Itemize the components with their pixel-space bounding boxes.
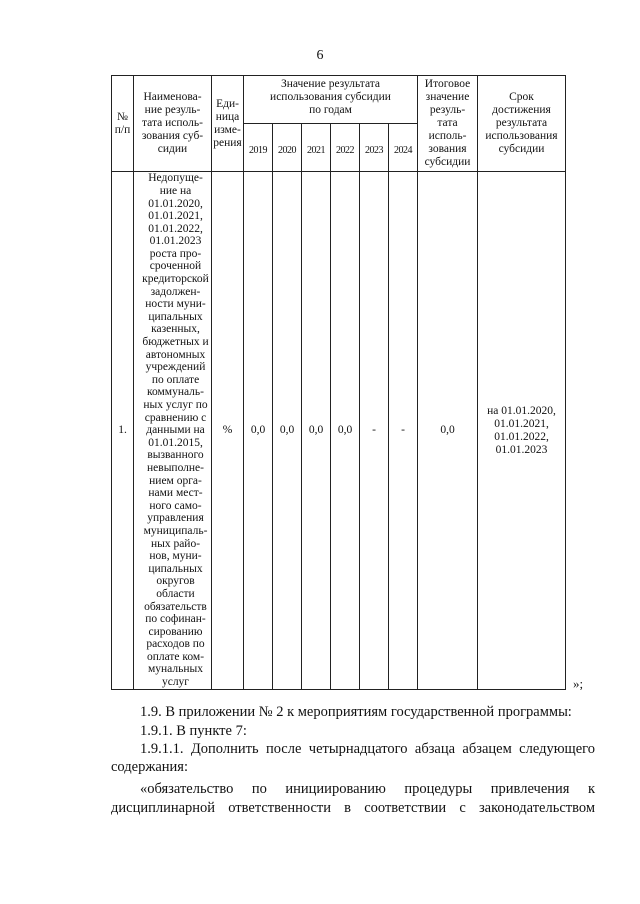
page-number: 6 <box>316 48 324 63</box>
row-unit: % <box>212 172 244 690</box>
row-value-2019: 0,0 <box>244 172 273 690</box>
year-2022: 2022 <box>331 124 360 172</box>
header-total: Итоговое значение резуль- тата исполь- зования субсидии <box>418 76 478 172</box>
year-2023: 2023 <box>360 124 389 172</box>
paragraph-1-9: 1.9. В приложении № 2 к мероприятиям государственной программы: <box>140 704 572 720</box>
quoted-text-line-1: «обязательство по инициированию процедуры привлечения к <box>140 781 595 797</box>
paragraph-1-9-1-1-cont: содержания: <box>111 759 189 775</box>
year-2024: 2024 <box>389 124 418 172</box>
header-deadline: Срок достижения результата использования субсидии <box>478 76 566 172</box>
row-value-2024: - <box>389 172 418 690</box>
row-deadline: на 01.01.2020, 01.01.2021, 01.01.2022, 01.01.2023 <box>478 172 566 690</box>
row-num: 1. <box>112 172 134 690</box>
table-row <box>112 172 566 690</box>
row-total: 0,0 <box>418 172 478 690</box>
header-values-group: Значение результата использования субсидии по годам <box>244 76 418 124</box>
row-value-2021: 0,0 <box>302 172 331 690</box>
year-2021: 2021 <box>302 124 331 172</box>
row-value-2020: 0,0 <box>273 172 302 690</box>
header-name: Наименова- ние резуль- тата исполь- зования суб- сидии <box>134 76 212 172</box>
header-unit: Еди- ница изме- рения <box>212 76 244 172</box>
row-value-2022: 0,0 <box>331 172 360 690</box>
paragraph-1-9-1-1: 1.9.1.1. Дополнить после четырнадцатого абзаца абзацем следующего <box>140 741 595 757</box>
paragraph-1-9-1: 1.9.1. В пункте 7: <box>140 723 247 739</box>
row-value-2023: - <box>360 172 389 690</box>
closing-quote: »; <box>573 676 584 691</box>
row-name: Недопуще- ние на 01.01.2020, 01.01.2021, 01.01.2022, 01.01.2023 роста про- сроченной кредиторской задолжен- ности муни- ципальных казенных, бюджетных и автономных учреждений по оплате коммуналь- ных услуг по сравнению с данными на 01.01.2015, вызванного невыполне- нием орга- нами мест- ного само- управления муниципаль- ных райо- нов, муни- ципальных округов области обязательств по софинан- сированию расходов по оплате ком- мунальных услуг <box>134 172 212 690</box>
header-row-top <box>112 76 566 124</box>
year-2020: 2020 <box>273 124 302 172</box>
header-num: № п/п <box>112 76 134 172</box>
results-table <box>111 75 566 690</box>
year-2019: 2019 <box>244 124 273 172</box>
quoted-text-line-2: дисциплинарной ответственности в соответствии с законодательством <box>111 800 595 816</box>
